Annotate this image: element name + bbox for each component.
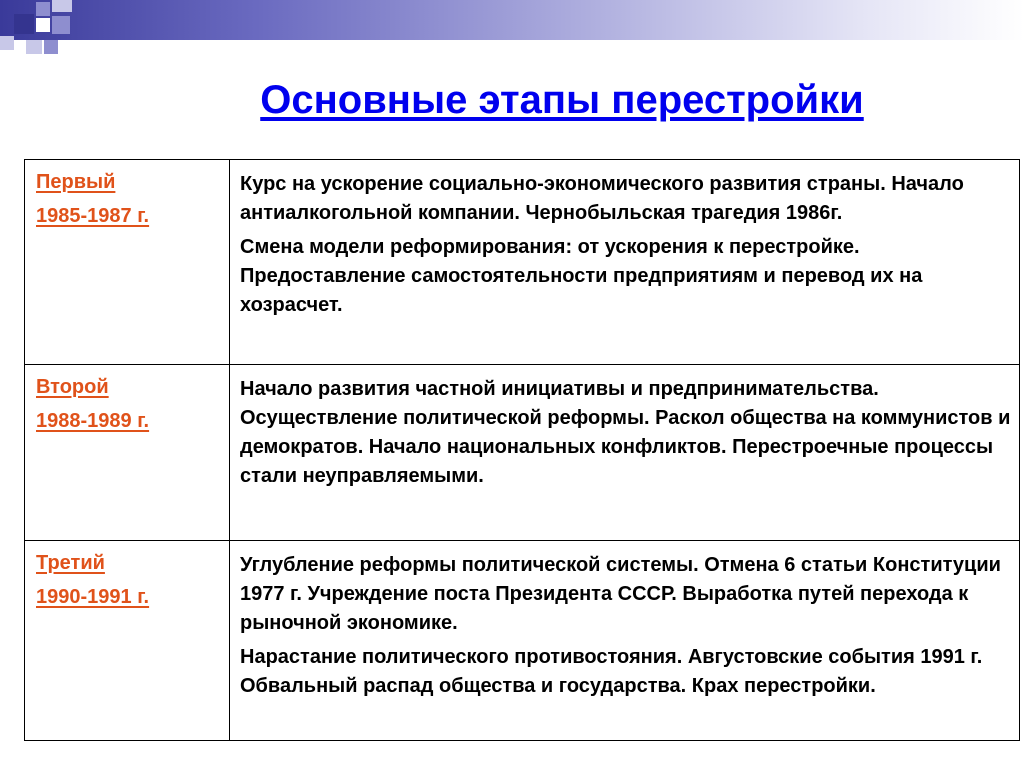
table-row (25, 160, 1020, 365)
stages-table (24, 159, 1020, 741)
slide-title: Основные этапы перестройки (260, 78, 864, 122)
stage-years[interactable]: 1985-1987 г. (36, 205, 150, 227)
stage-name[interactable]: Первый (36, 171, 116, 193)
description-paragraph: Курс на ускорение социально-экономического развития страны. Начало антиалкогольной компании. Чернобыльская трагедия 1986г. (240, 173, 964, 224)
description-cell (230, 541, 1020, 741)
stage-name[interactable]: Второй (36, 376, 109, 398)
stage-years[interactable]: 1990-1991 г. (36, 586, 150, 608)
table-row (25, 365, 1020, 541)
table-row (25, 541, 1020, 741)
stage-name[interactable]: Третий (36, 552, 105, 574)
stage-years[interactable]: 1988-1989 г. (36, 410, 150, 432)
stage-cell (25, 541, 230, 741)
description-cell (230, 160, 1020, 365)
header-gradient-band (0, 0, 1024, 40)
stage-cell (25, 365, 230, 541)
description-paragraph: Нарастание политического противостояния. Августовские события 1991 г. Обвальный распад общества и государства. Крах перестройки. (240, 646, 983, 697)
description-paragraph: Начало развития частной инициативы и предпринимательства. Осуществление политической реформы. Раскол общества на коммунистов и демократов. Начало национальных конфликтов. Перестроечные процессы стали неуправляемыми. (240, 378, 1011, 487)
description-paragraph: Смена модели реформирования: от ускорения к перестройке. Предоставление самостоятельности предприятиям и перевод их на хозрасчет. (240, 236, 923, 316)
stage-cell (25, 160, 230, 365)
description-cell (230, 365, 1020, 541)
description-paragraph: Углубление реформы политической системы. Отмена 6 статьи Конституции 1977 г. Учреждение поста Президента СССР. Выработка путей перехода к рыночной экономике. (240, 554, 1001, 634)
